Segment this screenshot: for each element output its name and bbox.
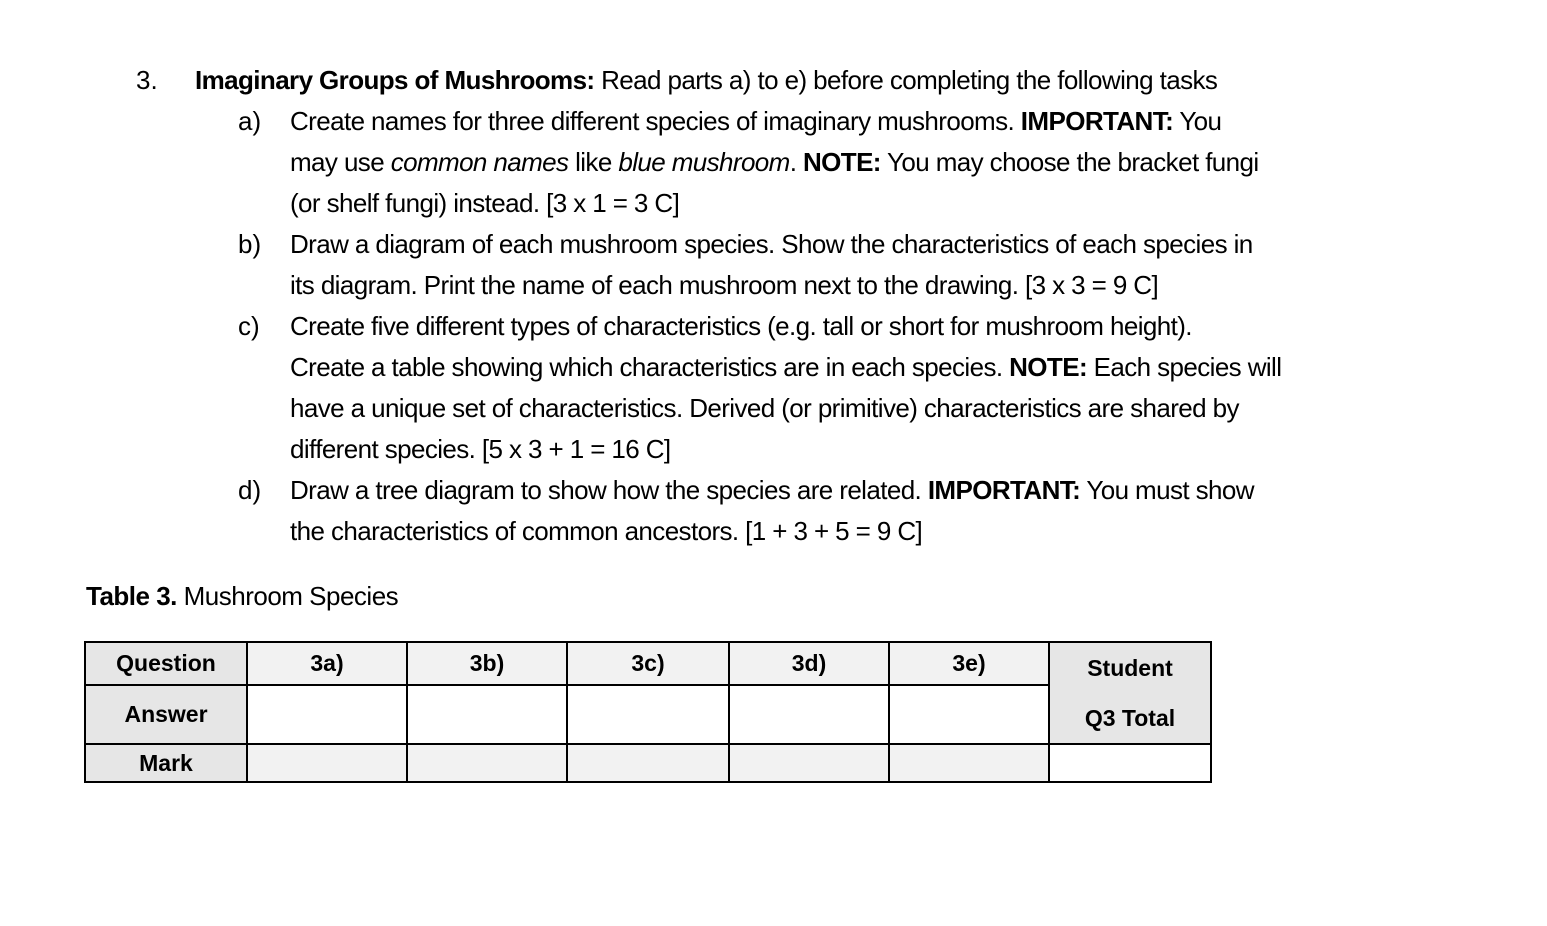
part-d-line-1: [290, 470, 1478, 511]
column-header-3b: 3b): [407, 642, 567, 685]
part-c: [238, 306, 1478, 470]
part-d: [238, 470, 1478, 552]
part-b-letter: b): [238, 229, 262, 259]
part-d-important: IMPORTANT:: [927, 475, 1081, 505]
mark-cell-3d[interactable]: [729, 744, 889, 782]
answer-cell-3b[interactable]: [407, 685, 567, 744]
column-header-3e: 3e): [889, 642, 1049, 685]
part-a-tail: You: [1179, 106, 1222, 136]
part-a-letter: a): [238, 106, 262, 136]
student-total-cell[interactable]: [1049, 744, 1211, 782]
table-caption-text: Mushroom Species: [183, 581, 399, 611]
part-b-line-2: its diagram. Print the name of each mushroom next to the drawing. [3 x 3 = 9 C]: [290, 270, 1159, 300]
student-total-header-line-1: Student: [1087, 655, 1173, 681]
mark-cell-3c[interactable]: [567, 744, 729, 782]
student-total-header: [1049, 642, 1211, 744]
part-c-note: NOTE:: [1009, 352, 1088, 382]
part-c-text: Create a table showing which characteristics are in each species.: [290, 352, 1003, 382]
marks-table: [84, 641, 1212, 783]
question-number: 3.: [136, 65, 158, 95]
answer-row: [85, 685, 1211, 744]
part-a: [238, 101, 1478, 224]
part-a-text: Create names for three different species of imaginary mushrooms.: [290, 106, 1015, 136]
part-a-note: NOTE:: [802, 147, 881, 177]
row-label-answer: Answer: [85, 685, 247, 744]
column-header-3a: 3a): [247, 642, 407, 685]
part-a-period: .: [789, 147, 797, 177]
question-title: Imaginary Groups of Mushrooms:: [195, 65, 595, 95]
part-a-may-use: may use: [290, 147, 385, 177]
mark-cell-3a[interactable]: [247, 744, 407, 782]
part-d-text: Draw a tree diagram to show how the species are related.: [290, 475, 922, 505]
part-c-line-1: Create five different types of characteristics (e.g. tall or short for mushroom height).: [290, 311, 1192, 341]
part-a-line-1: [290, 101, 1478, 142]
part-b-line-1: Draw a diagram of each mushroom species. Show the characteristics of each species in: [290, 229, 1253, 259]
answer-cell-3c[interactable]: [567, 685, 729, 744]
column-header-3d: 3d): [729, 642, 889, 685]
part-c-line-2: [290, 347, 1478, 388]
part-c-line-4: different species. [5 x 3 + 1 = 16 C]: [290, 434, 671, 464]
table-caption-label: Table 3.: [86, 581, 177, 611]
part-a-common-names: common names: [390, 147, 569, 177]
question-intro: Read parts a) to e) before completing the following tasks: [601, 65, 1218, 95]
part-c-line-3: have a unique set of characteristics. Derived (or primitive) characteristics are shared by: [290, 393, 1239, 423]
answer-cell-3d[interactable]: [729, 685, 889, 744]
row-label-mark: Mark: [85, 744, 247, 782]
part-c-note-text: Each species will: [1093, 352, 1282, 382]
part-d-letter: d): [238, 475, 262, 505]
part-a-important: IMPORTANT:: [1020, 106, 1174, 136]
part-c-letter: c): [238, 311, 260, 341]
part-d-line-2: the characteristics of common ancestors. [1 + 3 + 5 = 9 C]: [290, 516, 923, 546]
part-a-like: like: [575, 147, 612, 177]
table-caption: [86, 580, 398, 612]
part-a-line-3: (or shelf fungi) instead. [3 x 1 = 3 C]: [290, 188, 680, 218]
part-a-note-text: You may choose the bracket fungi: [887, 147, 1259, 177]
answer-cell-3e[interactable]: [889, 685, 1049, 744]
row-label-question: Question: [85, 642, 247, 685]
part-b: [238, 224, 1478, 306]
part-d-tail: You must show: [1086, 475, 1254, 505]
part-a-blue-mushroom: blue mushroom: [618, 147, 790, 177]
mark-row: [85, 744, 1211, 782]
column-header-3c: 3c): [567, 642, 729, 685]
question-row: [85, 642, 1211, 685]
mark-cell-3b[interactable]: [407, 744, 567, 782]
student-total-header-line-2: Q3 Total: [1084, 705, 1176, 731]
part-a-line-2: [290, 142, 1478, 183]
question-heading: [195, 64, 1217, 96]
answer-cell-3a[interactable]: [247, 685, 407, 744]
mark-cell-3e[interactable]: [889, 744, 1049, 782]
